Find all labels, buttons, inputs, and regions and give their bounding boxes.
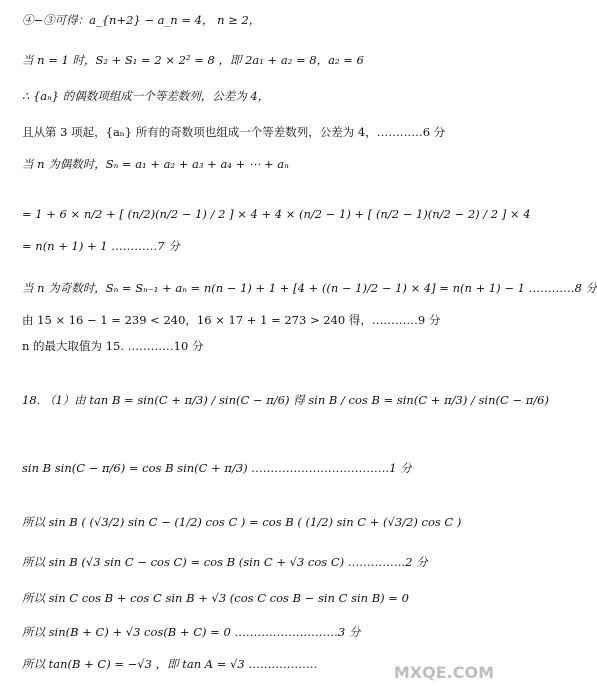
text-line-15: 所以 sin C cos B + cos C sin B + √3 (cos C cos B − sin C sin B) = 0 bbox=[22, 591, 409, 605]
watermark: MXQE.COM bbox=[393, 663, 494, 682]
text-line-10: n 的最大取值为 15. …………10 分 bbox=[22, 339, 204, 353]
text-line-9: 由 15 × 16 − 1 = 239 < 240，16 × 17 + 1 = 273 > 240 得，…………9 分 bbox=[22, 313, 441, 327]
text-line-17: 所以 tan(B + C) = −√3 ，即 tan A = √3 ……………… bbox=[22, 657, 318, 671]
text-line-3: ∴ {aₙ} 的偶数项组成一个等差数列，公差为 4， bbox=[22, 89, 270, 103]
text-line-14: 所以 sin B (√3 sin C − cos C) = cos B (sin C + √3 cos C) ……………2 分 bbox=[22, 555, 428, 569]
text-line-6: = 1 + 6 × n/2 + [ (n/2)(n/2 − 1) / 2 ] × 4 + 4 × (n/2 − 1) + [ (n/2 − 1)(n/2 − 2) / 2 ] × 4 bbox=[22, 207, 531, 221]
text-line-5: 当 n 为偶数时，Sₙ = a₁ + a₂ + a₃ + a₄ + ⋯ + aₙ bbox=[22, 157, 289, 171]
text-line-11: 18. （1）由 tan B = sin(C + π/3) / sin(C − π/6) 得 sin B / cos B = sin(C + π/3) / sin(C − π/6) bbox=[22, 393, 549, 407]
text-line-12: sin B sin(C − π/6) = cos B sin(C + π/3) ………………………………1 分 bbox=[22, 461, 412, 475]
text-line-13: 所以 sin B ( (√3/2) sin C − (1/2) cos C ) = cos B ( (1/2) sin C + (√3/2) cos C ) bbox=[22, 515, 462, 529]
text-line-1: ④−③可得：a_{n+2} − a_n = 4， n ≥ 2， bbox=[22, 13, 261, 27]
text-line-8: 当 n 为奇数时，Sₙ = Sₙ₋₁ + aₙ = n(n − 1) + 1 + [4 + ((n − 1)/2 − 1) × 4] = n(n + 1) − 1 …………8 分 bbox=[22, 281, 597, 295]
text-line-16: 所以 sin(B + C) + √3 cos(B + C) = 0 ………………………3 分 bbox=[22, 625, 361, 639]
text-line-2: 当 n = 1 时，S₂ + S₁ = 2 × 2² = 8 ，即 2a₁ + a₂ = 8，a₂ = 6 bbox=[22, 53, 364, 67]
text-line-4: 且从第 3 项起，{aₙ} 所有的奇数项也组成一个等差数列，公差为 4，…………6 分 bbox=[22, 125, 446, 139]
text-line-7: = n(n + 1) + 1 …………7 分 bbox=[22, 239, 180, 253]
